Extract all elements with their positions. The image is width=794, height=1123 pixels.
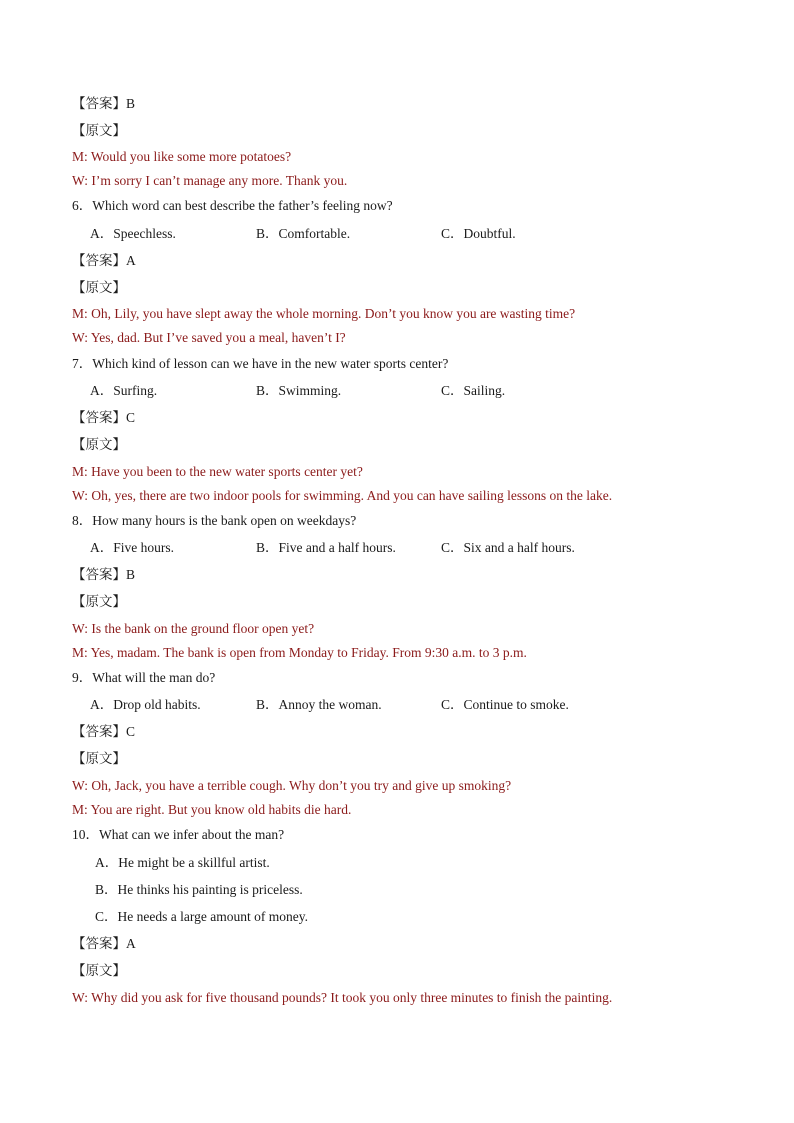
dialogue-line: W: Oh, Jack, you have a terrible cough. Why don’t you try and give up smoking? — [72, 778, 512, 793]
answer-label: 【答案】A — [72, 936, 136, 951]
option-c: C．Sailing. — [441, 383, 506, 398]
option-a: A．Five hours. — [90, 540, 174, 555]
option-c: C．He needs a large amount of money. — [95, 909, 308, 924]
source-label: 【原文】 — [72, 751, 126, 766]
dialogue-line: W: Oh, yes, there are two indoor pools for swimming. And you can have sailing lessons on the lake. — [72, 488, 613, 503]
source-label: 【原文】 — [72, 594, 126, 609]
option-b: B．Comfortable. — [256, 226, 351, 241]
source-label: 【原文】 — [72, 123, 126, 138]
option-c: C．Six and a half hours. — [441, 540, 575, 555]
option-b: B．Five and a half hours. — [256, 540, 396, 555]
answer-label: 【答案】B — [72, 96, 136, 111]
option-b: B．He thinks his painting is priceless. — [95, 882, 303, 897]
source-label: 【原文】 — [72, 963, 126, 978]
option-a: A．Drop old habits. — [90, 697, 201, 712]
option-b: B．Annoy the woman. — [256, 697, 382, 712]
dialogue-line: M: Yes, madam. The bank is open from Monday to Friday. From 9:30 a.m. to 3 p.m. — [72, 645, 527, 660]
option-a: A．Surfing. — [90, 383, 158, 398]
dialogue-line: M: You are right. But you know old habits die hard. — [72, 802, 352, 817]
answer-label: 【答案】B — [72, 567, 136, 582]
source-label: 【原文】 — [72, 280, 126, 295]
dialogue-line: W: Why did you ask for five thousand pounds? It took you only three minutes to finish the painting. — [72, 990, 613, 1005]
dialogue-line: M: Would you like some more potatoes? — [72, 149, 292, 164]
answer-label: 【答案】A — [72, 253, 136, 268]
option-b: B．Swimming. — [256, 383, 342, 398]
question-9: 9．What will the man do? — [72, 670, 216, 685]
option-c: C．Doubtful. — [441, 226, 516, 241]
dialogue-line: M: Have you been to the new water sports center yet? — [72, 464, 363, 479]
dialogue-line: W: Yes, dad. But I’ve saved you a meal, haven’t I? — [72, 330, 346, 345]
question-7: 7．Which kind of lesson can we have in the new water sports center? — [72, 356, 449, 371]
answer-label: 【答案】C — [72, 724, 136, 739]
question-6: 6．Which word can best describe the father’s feeling now? — [72, 198, 393, 213]
question-10: 10．What can we infer about the man? — [72, 827, 285, 842]
question-8: 8．How many hours is the bank open on weekdays? — [72, 513, 357, 528]
dialogue-line: W: I’m sorry I can’t manage any more. Thank you. — [72, 173, 348, 188]
dialogue-line: M: Oh, Lily, you have slept away the whole morning. Don’t you know you are wasting time? — [72, 306, 576, 321]
option-c: C．Continue to smoke. — [441, 697, 569, 712]
dialogue-line: W: Is the bank on the ground floor open yet? — [72, 621, 315, 636]
option-a: A．Speechless. — [90, 226, 176, 241]
source-label: 【原文】 — [72, 437, 126, 452]
answer-label: 【答案】C — [72, 410, 136, 425]
option-a: A．He might be a skillful artist. — [95, 855, 270, 870]
